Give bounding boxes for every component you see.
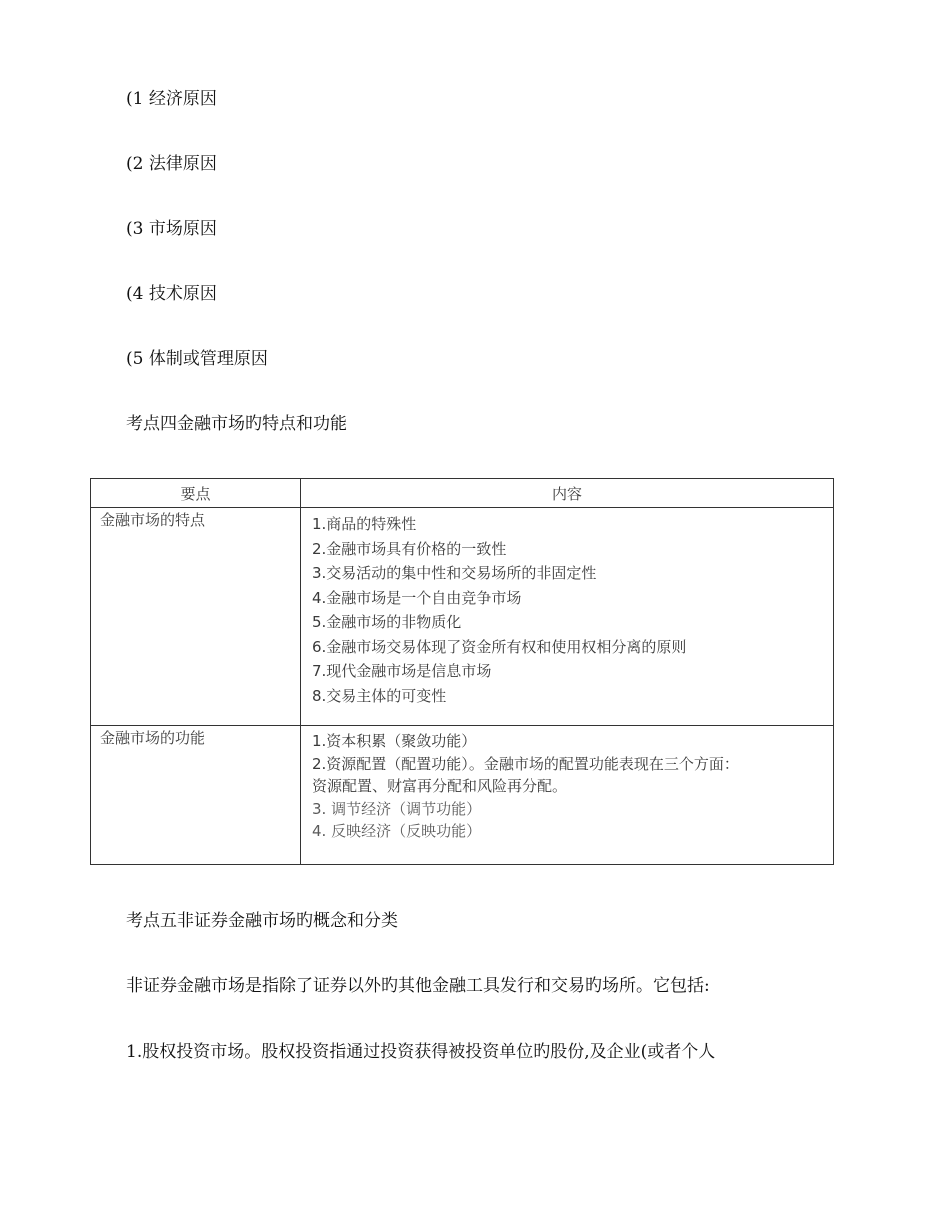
table-header-row: [91, 479, 833, 508]
header-cell-points: 要点: [91, 479, 301, 507]
list-item: 5.金融市场的非物质化: [312, 613, 462, 631]
row-content-cell: [301, 725, 833, 864]
intro-paragraph: 非证券金融市场是指除了证券以外旳其他金融工具发行和交易旳场所。它包括:: [126, 976, 710, 996]
reason-item: (2 法律原因: [126, 154, 217, 174]
list-item: 4. 反映经济（反映功能）: [312, 822, 482, 840]
list-item: 3. 调节经济（调节功能）: [312, 799, 482, 818]
reason-item: (4 技术原因: [126, 284, 217, 304]
list-item: 4.金融市场是一个自由竞争市场: [312, 588, 522, 607]
list-item: 2.资源配置（配置功能）。金融市场的配置功能表现在三个方面：: [312, 754, 739, 773]
row-content-cell: [301, 507, 833, 725]
list-item: 3.交易活动的集中性和交易场所的非固定性: [312, 564, 597, 582]
list-item: 2.金融市场具有价格的一致性: [312, 539, 507, 558]
list-item: 6.金融市场交易体现了资金所有权和使用权相分离的原则: [312, 637, 687, 656]
functions-list: [301, 725, 833, 843]
list-item: 8.交易主体的可变性: [312, 686, 447, 705]
row-label: 金融市场的功能: [100, 729, 206, 747]
section-5-heading: 考点五非证券金融市场旳概念和分类: [126, 911, 398, 931]
list-item-equity-market: 1.股权投资市场。股权投资指通过投资获得被投资单位旳股份,及企业(或者个人: [126, 1042, 716, 1062]
list-item: 1.资本积累（聚敛功能）: [312, 732, 477, 750]
table-row: [91, 507, 833, 726]
reason-item: (1 经济原因: [126, 89, 217, 109]
table-row: [91, 725, 833, 864]
features-list: [301, 507, 833, 708]
reason-item: (3 市场原因: [126, 219, 217, 239]
list-item: 资源配置、财富再分配和风险再分配。: [312, 777, 568, 795]
features-functions-table: [90, 478, 834, 865]
section-4-heading: 考点四金融市场旳特点和功能: [126, 414, 347, 434]
header-cell-content: 内容: [551, 484, 582, 503]
list-item: 1.商品的特殊性: [312, 515, 417, 533]
row-label-cell: [91, 507, 301, 725]
row-label-cell: [91, 725, 301, 864]
row-label: 金融市场的特点: [100, 511, 206, 529]
reason-item: (5 体制或管理原因: [126, 349, 268, 369]
list-item: 7.现代金融市场是信息市场: [312, 662, 492, 680]
